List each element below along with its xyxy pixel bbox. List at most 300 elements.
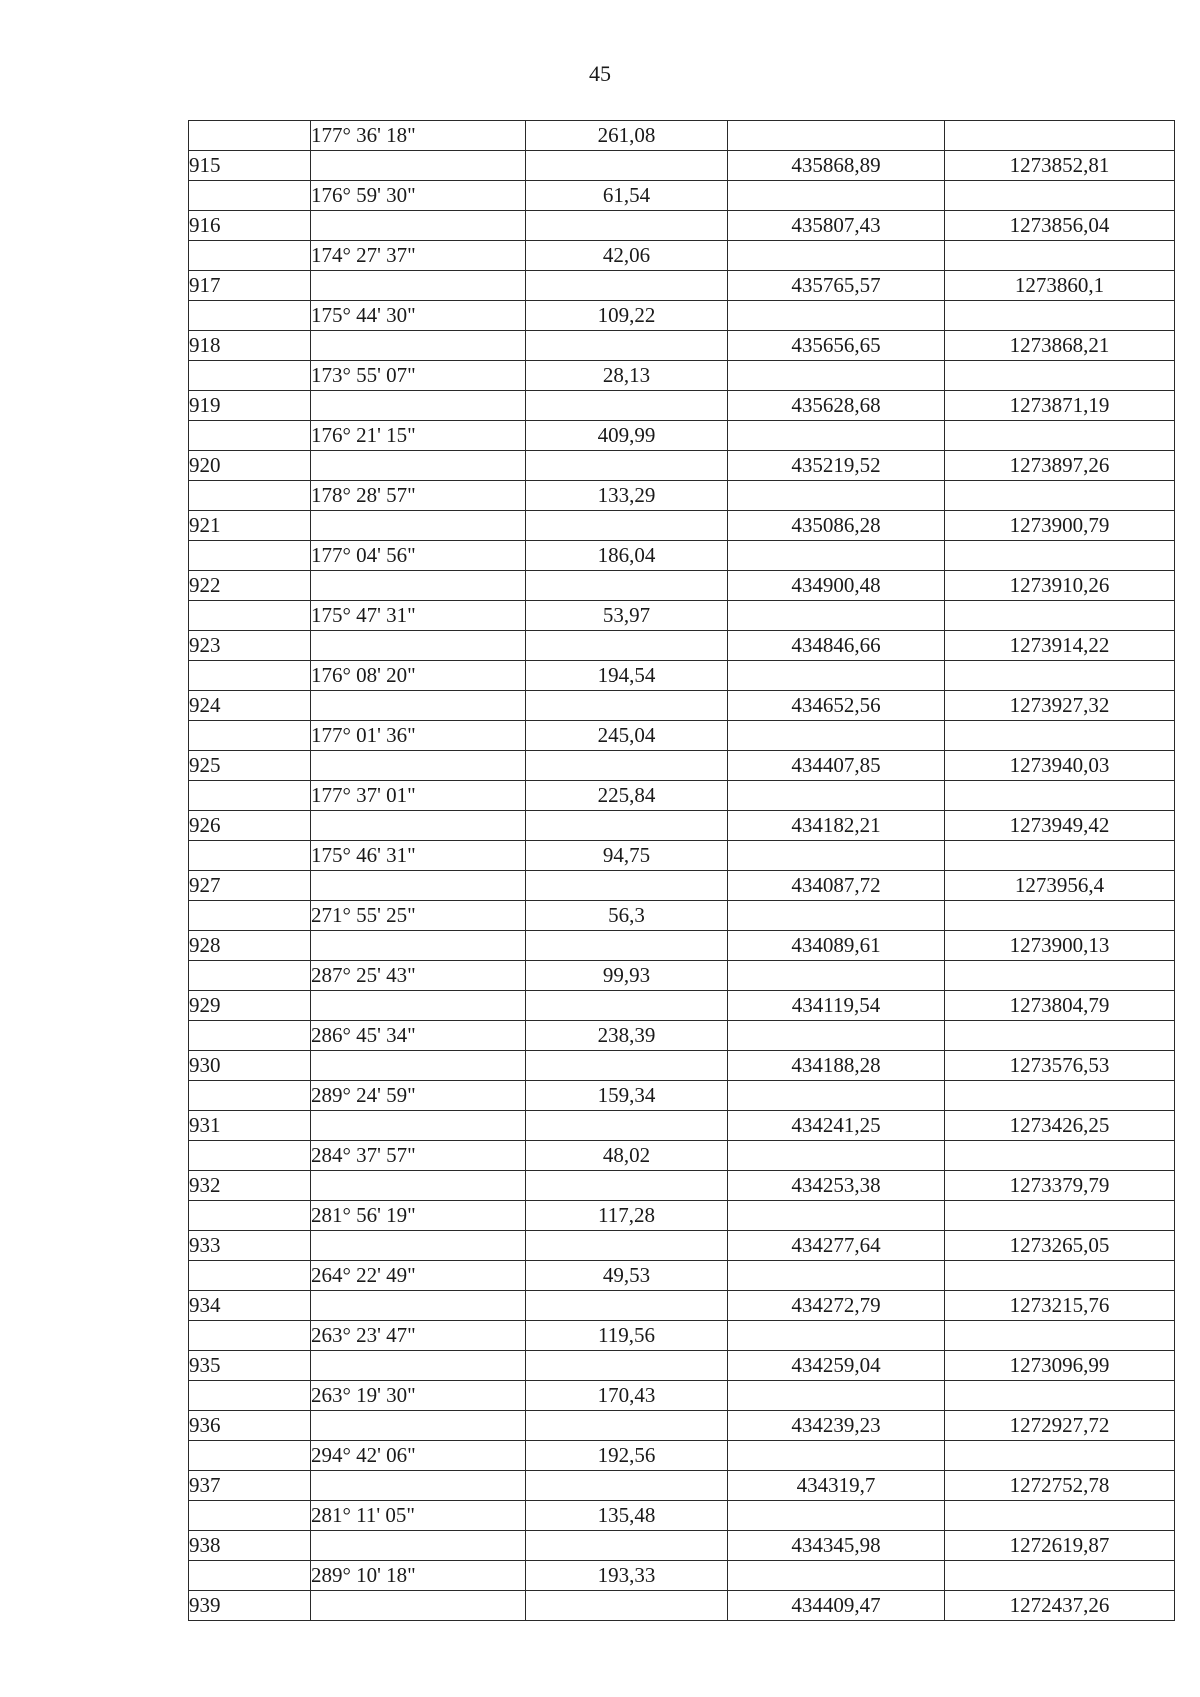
point-row bbox=[189, 391, 1175, 421]
point-number-cell: 921 bbox=[189, 511, 311, 541]
coordinate-y-cell bbox=[945, 1381, 1175, 1411]
coordinate-y-cell bbox=[945, 1441, 1175, 1471]
coordinate-x-cell bbox=[728, 1321, 945, 1351]
coordinate-y-cell: 1273856,04 bbox=[945, 211, 1175, 241]
coordinate-y-cell bbox=[945, 541, 1175, 571]
point-number-cell bbox=[189, 961, 311, 991]
direction-angle-cell bbox=[311, 1351, 526, 1381]
direction-angle-cell bbox=[311, 931, 526, 961]
segment-row bbox=[189, 361, 1175, 391]
point-number-cell bbox=[189, 1261, 311, 1291]
direction-angle-cell: 177° 37' 01" bbox=[311, 781, 526, 811]
coordinate-x-cell: 434846,66 bbox=[728, 631, 945, 661]
coordinate-y-cell: 1272927,72 bbox=[945, 1411, 1175, 1441]
point-number-cell bbox=[189, 241, 311, 271]
direction-angle-cell bbox=[311, 1591, 526, 1621]
coordinate-x-cell: 435086,28 bbox=[728, 511, 945, 541]
coordinate-y-cell bbox=[945, 481, 1175, 511]
point-row bbox=[189, 1171, 1175, 1201]
coordinate-x-cell: 435628,68 bbox=[728, 391, 945, 421]
segment-length-cell bbox=[526, 1471, 728, 1501]
point-row bbox=[189, 1531, 1175, 1561]
coordinate-y-cell: 1273956,4 bbox=[945, 871, 1175, 901]
segment-length-cell bbox=[526, 211, 728, 241]
segment-length-cell bbox=[526, 631, 728, 661]
coordinate-x-cell: 435807,43 bbox=[728, 211, 945, 241]
coordinate-x-cell bbox=[728, 181, 945, 211]
coordinate-x-cell bbox=[728, 481, 945, 511]
direction-angle-cell bbox=[311, 691, 526, 721]
point-row bbox=[189, 1291, 1175, 1321]
segment-length-cell: 170,43 bbox=[526, 1381, 728, 1411]
coordinate-y-cell: 1273927,32 bbox=[945, 691, 1175, 721]
coordinate-x-cell: 435765,57 bbox=[728, 271, 945, 301]
point-number-cell: 929 bbox=[189, 991, 311, 1021]
segment-row bbox=[189, 1381, 1175, 1411]
segment-length-cell: 193,33 bbox=[526, 1561, 728, 1591]
direction-angle-cell: 173° 55' 07" bbox=[311, 361, 526, 391]
coordinate-x-cell: 434277,64 bbox=[728, 1231, 945, 1261]
point-number-cell bbox=[189, 901, 311, 931]
coordinate-x-cell bbox=[728, 1021, 945, 1051]
point-number-cell bbox=[189, 1441, 311, 1471]
direction-angle-cell: 264° 22' 49" bbox=[311, 1261, 526, 1291]
segment-length-cell: 245,04 bbox=[526, 721, 728, 751]
segment-length-cell bbox=[526, 1051, 728, 1081]
coordinate-y-cell bbox=[945, 721, 1175, 751]
direction-angle-cell bbox=[311, 631, 526, 661]
coordinate-y-cell: 1273215,76 bbox=[945, 1291, 1175, 1321]
coordinate-y-cell bbox=[945, 241, 1175, 271]
point-number-cell bbox=[189, 481, 311, 511]
segment-length-cell: 261,08 bbox=[526, 121, 728, 151]
point-number-cell bbox=[189, 541, 311, 571]
point-number-cell bbox=[189, 1081, 311, 1111]
segment-length-cell: 109,22 bbox=[526, 301, 728, 331]
point-number-cell bbox=[189, 1501, 311, 1531]
coordinate-x-cell: 434409,47 bbox=[728, 1591, 945, 1621]
coordinate-y-cell bbox=[945, 301, 1175, 331]
segment-length-cell bbox=[526, 151, 728, 181]
coordinate-y-cell: 1273900,79 bbox=[945, 511, 1175, 541]
coordinate-x-cell: 434259,04 bbox=[728, 1351, 945, 1381]
coordinate-y-cell: 1273852,81 bbox=[945, 151, 1175, 181]
segment-row bbox=[189, 1441, 1175, 1471]
point-row bbox=[189, 1051, 1175, 1081]
point-row bbox=[189, 571, 1175, 601]
coordinate-y-cell bbox=[945, 601, 1175, 631]
direction-angle-cell bbox=[311, 991, 526, 1021]
coordinate-x-cell bbox=[728, 1501, 945, 1531]
point-row bbox=[189, 931, 1175, 961]
coordinate-y-cell bbox=[945, 1321, 1175, 1351]
segment-row bbox=[189, 661, 1175, 691]
coordinate-x-cell bbox=[728, 241, 945, 271]
segment-length-cell: 192,56 bbox=[526, 1441, 728, 1471]
point-row bbox=[189, 811, 1175, 841]
segment-row bbox=[189, 121, 1175, 151]
coordinate-x-cell: 434319,7 bbox=[728, 1471, 945, 1501]
direction-angle-cell bbox=[311, 1531, 526, 1561]
coordinate-x-cell: 434087,72 bbox=[728, 871, 945, 901]
direction-angle-cell: 287° 25' 43" bbox=[311, 961, 526, 991]
coordinate-x-cell: 434239,23 bbox=[728, 1411, 945, 1441]
direction-angle-cell: 177° 01' 36" bbox=[311, 721, 526, 751]
coordinate-y-cell bbox=[945, 181, 1175, 211]
segment-length-cell: 119,56 bbox=[526, 1321, 728, 1351]
point-row bbox=[189, 1351, 1175, 1381]
point-number-cell bbox=[189, 1381, 311, 1411]
segment-length-cell bbox=[526, 751, 728, 781]
segment-length-cell bbox=[526, 571, 728, 601]
coordinate-x-cell bbox=[728, 661, 945, 691]
direction-angle-cell bbox=[311, 451, 526, 481]
segment-row bbox=[189, 901, 1175, 931]
coordinate-y-cell: 1273265,05 bbox=[945, 1231, 1175, 1261]
direction-angle-cell bbox=[311, 391, 526, 421]
point-row bbox=[189, 1411, 1175, 1441]
segment-row bbox=[189, 781, 1175, 811]
coordinate-y-cell: 1272619,87 bbox=[945, 1531, 1175, 1561]
segment-length-cell bbox=[526, 1171, 728, 1201]
point-number-cell: 915 bbox=[189, 151, 311, 181]
point-number-cell: 916 bbox=[189, 211, 311, 241]
direction-angle-cell: 263° 19' 30" bbox=[311, 1381, 526, 1411]
segment-row bbox=[189, 601, 1175, 631]
coordinate-y-cell bbox=[945, 841, 1175, 871]
direction-angle-cell: 177° 36' 18" bbox=[311, 121, 526, 151]
point-row bbox=[189, 1111, 1175, 1141]
coordinate-x-cell: 434089,61 bbox=[728, 931, 945, 961]
coordinate-x-cell bbox=[728, 421, 945, 451]
segment-row bbox=[189, 721, 1175, 751]
segment-row bbox=[189, 241, 1175, 271]
segment-length-cell bbox=[526, 1111, 728, 1141]
segment-length-cell bbox=[526, 871, 728, 901]
coordinate-x-cell: 434652,56 bbox=[728, 691, 945, 721]
point-row bbox=[189, 211, 1175, 241]
point-row bbox=[189, 511, 1175, 541]
point-number-cell: 927 bbox=[189, 871, 311, 901]
point-row bbox=[189, 1231, 1175, 1261]
direction-angle-cell: 175° 44' 30" bbox=[311, 301, 526, 331]
segment-length-cell bbox=[526, 1231, 728, 1261]
segment-row bbox=[189, 1261, 1175, 1291]
direction-angle-cell bbox=[311, 211, 526, 241]
direction-angle-cell: 281° 11' 05" bbox=[311, 1501, 526, 1531]
coordinate-y-cell: 1273576,53 bbox=[945, 1051, 1175, 1081]
point-number-cell bbox=[189, 1141, 311, 1171]
coordinate-x-cell bbox=[728, 1261, 945, 1291]
coordinate-y-cell: 1273426,25 bbox=[945, 1111, 1175, 1141]
point-number-cell bbox=[189, 1201, 311, 1231]
coordinate-y-cell: 1273949,42 bbox=[945, 811, 1175, 841]
coordinate-x-cell bbox=[728, 901, 945, 931]
direction-angle-cell bbox=[311, 1051, 526, 1081]
coordinate-y-cell: 1273900,13 bbox=[945, 931, 1175, 961]
segment-length-cell: 238,39 bbox=[526, 1021, 728, 1051]
point-row bbox=[189, 1471, 1175, 1501]
point-number-cell bbox=[189, 361, 311, 391]
segment-row bbox=[189, 421, 1175, 451]
coordinate-y-cell bbox=[945, 361, 1175, 391]
segment-length-cell bbox=[526, 331, 728, 361]
point-number-cell bbox=[189, 421, 311, 451]
segment-row bbox=[189, 841, 1175, 871]
point-number-cell bbox=[189, 841, 311, 871]
coordinate-x-cell: 434241,25 bbox=[728, 1111, 945, 1141]
coordinate-y-cell bbox=[945, 421, 1175, 451]
coordinate-x-cell: 435219,52 bbox=[728, 451, 945, 481]
segment-length-cell bbox=[526, 1291, 728, 1321]
segment-length-cell: 135,48 bbox=[526, 1501, 728, 1531]
direction-angle-cell: 175° 46' 31" bbox=[311, 841, 526, 871]
point-number-cell: 917 bbox=[189, 271, 311, 301]
point-number-cell bbox=[189, 661, 311, 691]
coordinate-x-cell: 434900,48 bbox=[728, 571, 945, 601]
point-number-cell bbox=[189, 721, 311, 751]
point-number-cell: 932 bbox=[189, 1171, 311, 1201]
point-number-cell: 937 bbox=[189, 1471, 311, 1501]
point-row bbox=[189, 271, 1175, 301]
coordinate-y-cell bbox=[945, 1261, 1175, 1291]
segment-length-cell bbox=[526, 511, 728, 541]
direction-angle-cell: 176° 21' 15" bbox=[311, 421, 526, 451]
point-row bbox=[189, 331, 1175, 361]
segment-length-cell bbox=[526, 1531, 728, 1561]
coordinate-y-cell: 1273940,03 bbox=[945, 751, 1175, 781]
direction-angle-cell bbox=[311, 1471, 526, 1501]
direction-angle-cell: 176° 59' 30" bbox=[311, 181, 526, 211]
coordinates-table bbox=[188, 120, 1175, 1621]
segment-row bbox=[189, 1141, 1175, 1171]
coordinate-x-cell: 435868,89 bbox=[728, 151, 945, 181]
coordinate-y-cell: 1273096,99 bbox=[945, 1351, 1175, 1381]
coordinate-x-cell: 434272,79 bbox=[728, 1291, 945, 1321]
coordinate-y-cell bbox=[945, 901, 1175, 931]
direction-angle-cell bbox=[311, 1411, 526, 1441]
point-number-cell: 931 bbox=[189, 1111, 311, 1141]
point-number-cell: 920 bbox=[189, 451, 311, 481]
segment-length-cell: 28,13 bbox=[526, 361, 728, 391]
direction-angle-cell: 176° 08' 20" bbox=[311, 661, 526, 691]
coordinate-x-cell: 435656,65 bbox=[728, 331, 945, 361]
coordinate-y-cell bbox=[945, 1141, 1175, 1171]
direction-angle-cell: 281° 56' 19" bbox=[311, 1201, 526, 1231]
direction-angle-cell bbox=[311, 751, 526, 781]
direction-angle-cell: 286° 45' 34" bbox=[311, 1021, 526, 1051]
segment-length-cell: 49,53 bbox=[526, 1261, 728, 1291]
coordinate-y-cell: 1273871,19 bbox=[945, 391, 1175, 421]
point-row bbox=[189, 151, 1175, 181]
segment-length-cell bbox=[526, 931, 728, 961]
coordinate-x-cell bbox=[728, 1081, 945, 1111]
segment-length-cell bbox=[526, 1411, 728, 1441]
point-number-cell bbox=[189, 601, 311, 631]
segment-row bbox=[189, 1081, 1175, 1111]
point-number-cell: 926 bbox=[189, 811, 311, 841]
segment-length-cell bbox=[526, 271, 728, 301]
direction-angle-cell: 175° 47' 31" bbox=[311, 601, 526, 631]
point-number-cell bbox=[189, 1561, 311, 1591]
segment-length-cell: 61,54 bbox=[526, 181, 728, 211]
coordinate-x-cell bbox=[728, 121, 945, 151]
coordinate-y-cell bbox=[945, 121, 1175, 151]
point-number-cell: 918 bbox=[189, 331, 311, 361]
point-number-cell bbox=[189, 1321, 311, 1351]
direction-angle-cell bbox=[311, 1111, 526, 1141]
coordinate-y-cell: 1273379,79 bbox=[945, 1171, 1175, 1201]
segment-length-cell: 133,29 bbox=[526, 481, 728, 511]
point-number-cell: 923 bbox=[189, 631, 311, 661]
coordinate-y-cell bbox=[945, 1201, 1175, 1231]
direction-angle-cell: 294° 42' 06" bbox=[311, 1441, 526, 1471]
coordinates-table-body bbox=[189, 121, 1175, 1621]
point-row bbox=[189, 751, 1175, 781]
point-number-cell bbox=[189, 181, 311, 211]
coordinate-x-cell: 434253,38 bbox=[728, 1171, 945, 1201]
coordinate-y-cell: 1273897,26 bbox=[945, 451, 1175, 481]
point-number-cell bbox=[189, 121, 311, 151]
segment-length-cell: 225,84 bbox=[526, 781, 728, 811]
coordinate-x-cell bbox=[728, 1441, 945, 1471]
coordinate-y-cell bbox=[945, 1561, 1175, 1591]
point-number-cell bbox=[189, 781, 311, 811]
segment-row bbox=[189, 1561, 1175, 1591]
coordinate-x-cell bbox=[728, 1381, 945, 1411]
coordinate-x-cell bbox=[728, 1141, 945, 1171]
point-row bbox=[189, 991, 1175, 1021]
segment-length-cell bbox=[526, 451, 728, 481]
segment-length-cell: 56,3 bbox=[526, 901, 728, 931]
point-number-cell: 928 bbox=[189, 931, 311, 961]
direction-angle-cell bbox=[311, 1171, 526, 1201]
direction-angle-cell bbox=[311, 151, 526, 181]
coordinate-y-cell bbox=[945, 661, 1175, 691]
direction-angle-cell: 284° 37' 57" bbox=[311, 1141, 526, 1171]
point-number-cell bbox=[189, 1021, 311, 1051]
coordinate-y-cell bbox=[945, 1501, 1175, 1531]
segment-length-cell: 409,99 bbox=[526, 421, 728, 451]
segment-row bbox=[189, 1201, 1175, 1231]
coordinate-y-cell: 1272752,78 bbox=[945, 1471, 1175, 1501]
segment-length-cell bbox=[526, 391, 728, 421]
coordinate-x-cell bbox=[728, 1201, 945, 1231]
coordinate-x-cell bbox=[728, 781, 945, 811]
point-number-cell bbox=[189, 301, 311, 331]
segment-length-cell: 42,06 bbox=[526, 241, 728, 271]
segment-length-cell: 99,93 bbox=[526, 961, 728, 991]
coordinate-x-cell bbox=[728, 1561, 945, 1591]
point-number-cell: 939 bbox=[189, 1591, 311, 1621]
direction-angle-cell bbox=[311, 811, 526, 841]
coordinate-y-cell bbox=[945, 1021, 1175, 1051]
coordinate-x-cell: 434407,85 bbox=[728, 751, 945, 781]
coordinate-x-cell bbox=[728, 541, 945, 571]
direction-angle-cell: 177° 04' 56" bbox=[311, 541, 526, 571]
coordinate-x-cell bbox=[728, 721, 945, 751]
page-number: 45 bbox=[589, 61, 611, 86]
segment-length-cell: 194,54 bbox=[526, 661, 728, 691]
coordinate-y-cell: 1273868,21 bbox=[945, 331, 1175, 361]
point-number-cell: 938 bbox=[189, 1531, 311, 1561]
segment-row bbox=[189, 1021, 1175, 1051]
point-row bbox=[189, 451, 1175, 481]
point-number-cell: 925 bbox=[189, 751, 311, 781]
segment-length-cell: 48,02 bbox=[526, 1141, 728, 1171]
coordinate-x-cell: 434188,28 bbox=[728, 1051, 945, 1081]
segment-row bbox=[189, 481, 1175, 511]
segment-length-cell bbox=[526, 991, 728, 1021]
coordinate-x-cell bbox=[728, 841, 945, 871]
point-number-cell: 919 bbox=[189, 391, 311, 421]
coordinate-y-cell: 1273804,79 bbox=[945, 991, 1175, 1021]
point-row bbox=[189, 631, 1175, 661]
direction-angle-cell bbox=[311, 511, 526, 541]
point-row bbox=[189, 871, 1175, 901]
direction-angle-cell bbox=[311, 1291, 526, 1321]
direction-angle-cell bbox=[311, 871, 526, 901]
coordinate-x-cell bbox=[728, 601, 945, 631]
coordinate-x-cell bbox=[728, 961, 945, 991]
segment-length-cell: 94,75 bbox=[526, 841, 728, 871]
point-row bbox=[189, 1591, 1175, 1621]
segment-length-cell: 117,28 bbox=[526, 1201, 728, 1231]
point-number-cell: 924 bbox=[189, 691, 311, 721]
segment-length-cell bbox=[526, 1591, 728, 1621]
coordinate-y-cell bbox=[945, 961, 1175, 991]
direction-angle-cell: 174° 27' 37" bbox=[311, 241, 526, 271]
point-number-cell: 933 bbox=[189, 1231, 311, 1261]
point-number-cell: 922 bbox=[189, 571, 311, 601]
segment-length-cell: 186,04 bbox=[526, 541, 728, 571]
segment-row bbox=[189, 301, 1175, 331]
segment-length-cell bbox=[526, 1351, 728, 1381]
segment-length-cell: 53,97 bbox=[526, 601, 728, 631]
direction-angle-cell bbox=[311, 331, 526, 361]
coordinate-x-cell: 434345,98 bbox=[728, 1531, 945, 1561]
point-number-cell: 930 bbox=[189, 1051, 311, 1081]
coordinate-x-cell bbox=[728, 361, 945, 391]
coordinate-y-cell bbox=[945, 1081, 1175, 1111]
segment-length-cell: 159,34 bbox=[526, 1081, 728, 1111]
direction-angle-cell: 289° 24' 59" bbox=[311, 1081, 526, 1111]
segment-length-cell bbox=[526, 691, 728, 721]
coordinate-x-cell: 434182,21 bbox=[728, 811, 945, 841]
direction-angle-cell: 289° 10' 18" bbox=[311, 1561, 526, 1591]
point-number-cell: 936 bbox=[189, 1411, 311, 1441]
direction-angle-cell: 271° 55' 25" bbox=[311, 901, 526, 931]
segment-row bbox=[189, 1501, 1175, 1531]
coordinate-y-cell bbox=[945, 781, 1175, 811]
direction-angle-cell bbox=[311, 271, 526, 301]
point-number-cell: 935 bbox=[189, 1351, 311, 1381]
direction-angle-cell: 178° 28' 57" bbox=[311, 481, 526, 511]
coordinate-x-cell bbox=[728, 301, 945, 331]
direction-angle-cell: 263° 23' 47" bbox=[311, 1321, 526, 1351]
coordinate-y-cell: 1273914,22 bbox=[945, 631, 1175, 661]
segment-row bbox=[189, 1321, 1175, 1351]
coordinate-y-cell: 1273860,1 bbox=[945, 271, 1175, 301]
point-number-cell: 934 bbox=[189, 1291, 311, 1321]
coordinate-y-cell: 1273910,26 bbox=[945, 571, 1175, 601]
coordinate-x-cell: 434119,54 bbox=[728, 991, 945, 1021]
segment-row bbox=[189, 181, 1175, 211]
segment-row bbox=[189, 961, 1175, 991]
direction-angle-cell bbox=[311, 1231, 526, 1261]
direction-angle-cell bbox=[311, 571, 526, 601]
segment-length-cell bbox=[526, 811, 728, 841]
